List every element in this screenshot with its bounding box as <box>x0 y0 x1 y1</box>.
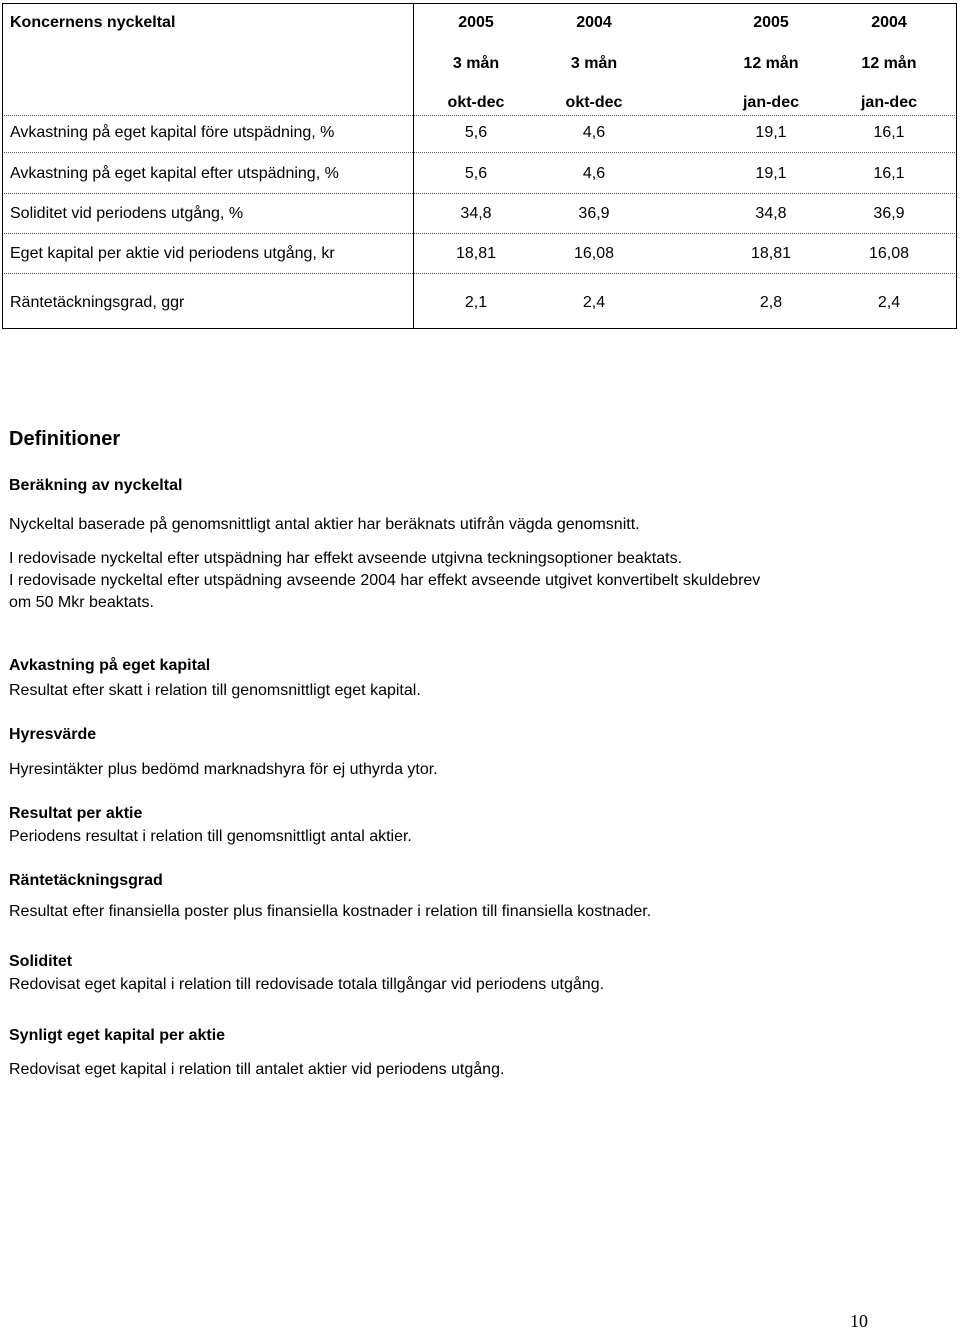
definition-text: Redovisat eget kapital i relation till redovisade totala tillgångar vid periodens utgång. <box>9 976 605 993</box>
col-range: jan-dec <box>742 94 799 111</box>
cell-value: 19,1 <box>755 165 787 182</box>
cell-value: 4,6 <box>582 124 606 141</box>
cell-value: 4,6 <box>582 165 606 182</box>
table-header-years <box>3 13 956 33</box>
definition-term: Soliditet <box>9 953 73 970</box>
cell-value: 18,81 <box>455 245 497 262</box>
key-figures-table <box>2 3 957 329</box>
cell-value: 18,81 <box>750 245 792 262</box>
table-row <box>3 293 956 313</box>
cell-value: 2,4 <box>582 294 606 311</box>
cell-value: 5,6 <box>464 165 488 182</box>
definitions-heading: Definitioner <box>9 428 121 450</box>
table-header-ranges <box>3 93 956 113</box>
table-title: Koncernens nyckeltal <box>10 14 176 31</box>
cell-value: 2,8 <box>759 294 783 311</box>
col-period: 3 mån <box>570 55 618 72</box>
row-label: Soliditet vid periodens utgång, % <box>10 205 244 222</box>
calc-text: om 50 Mkr beaktats. <box>9 594 154 611</box>
col-period: 12 mån <box>743 55 799 72</box>
row-separator <box>4 273 955 274</box>
row-separator <box>4 152 955 153</box>
definition-term: Hyresvärde <box>9 726 97 743</box>
col-range: okt-dec <box>565 94 623 111</box>
row-label: Avkastning på eget kapital efter utspädning, % <box>10 165 339 182</box>
definition-text: Hyresintäkter plus bedömd marknadshyra för ej uthyrda ytor. <box>9 761 438 778</box>
definition-text: Resultat efter skatt i relation till genomsnittligt eget kapital. <box>9 682 421 699</box>
col-year: 2004 <box>576 14 612 31</box>
calc-text: Nyckeltal baserade på genomsnittligt antal aktier har beräknats utifrån vägda genomsnitt. <box>9 516 640 533</box>
cell-value: 36,9 <box>873 205 905 222</box>
row-separator <box>4 233 955 234</box>
col-period: 12 mån <box>861 55 917 72</box>
page-number: 10 <box>850 1311 868 1331</box>
calc-heading: Beräkning av nyckeltal <box>9 477 183 494</box>
table-header-periods <box>3 54 956 74</box>
cell-value: 36,9 <box>578 205 610 222</box>
row-label: Eget kapital per aktie vid periodens utgång, kr <box>10 245 335 262</box>
definition-text: Redovisat eget kapital i relation till antalet aktier vid periodens utgång. <box>9 1061 505 1078</box>
definition-text: Periodens resultat i relation till genomsnittligt antal aktier. <box>9 828 412 845</box>
cell-value: 5,6 <box>464 124 488 141</box>
col-year: 2005 <box>458 14 494 31</box>
cell-value: 2,1 <box>464 294 488 311</box>
col-year: 2005 <box>753 14 789 31</box>
calc-text: I redovisade nyckeltal efter utspädning har effekt avseende utgivna teckningsoptioner beaktats. <box>9 550 683 567</box>
cell-value: 34,8 <box>755 205 787 222</box>
cell-value: 34,8 <box>460 205 492 222</box>
cell-value: 2,4 <box>877 294 901 311</box>
definition-text: Resultat efter finansiella poster plus finansiella kostnader i relation till finansiella kostnader. <box>9 903 652 920</box>
col-range: okt-dec <box>447 94 505 111</box>
table-row <box>3 244 956 264</box>
cell-value: 16,08 <box>573 245 615 262</box>
col-range: jan-dec <box>860 94 917 111</box>
definition-term: Synligt eget kapital per aktie <box>9 1027 226 1044</box>
cell-value: 16,1 <box>873 165 905 182</box>
cell-value: 19,1 <box>755 124 787 141</box>
definition-term: Räntetäckningsgrad <box>9 872 163 889</box>
table-row <box>3 164 956 184</box>
table-row <box>3 123 956 143</box>
cell-value: 16,08 <box>868 245 910 262</box>
cell-value: 16,1 <box>873 124 905 141</box>
row-separator <box>4 193 955 194</box>
col-year: 2004 <box>871 14 907 31</box>
col-period: 3 mån <box>452 55 500 72</box>
row-label: Avkastning på eget kapital före utspädning, % <box>10 124 335 141</box>
calc-text: I redovisade nyckeltal efter utspädning avseende 2004 har effekt avseende utgivet konvertibelt skuldebrev <box>9 572 761 589</box>
definition-term: Resultat per aktie <box>9 805 143 822</box>
row-separator <box>4 115 955 116</box>
table-row <box>3 204 956 224</box>
row-label: Räntetäckningsgrad, ggr <box>10 294 185 311</box>
definition-term: Avkastning på eget kapital <box>9 657 211 674</box>
